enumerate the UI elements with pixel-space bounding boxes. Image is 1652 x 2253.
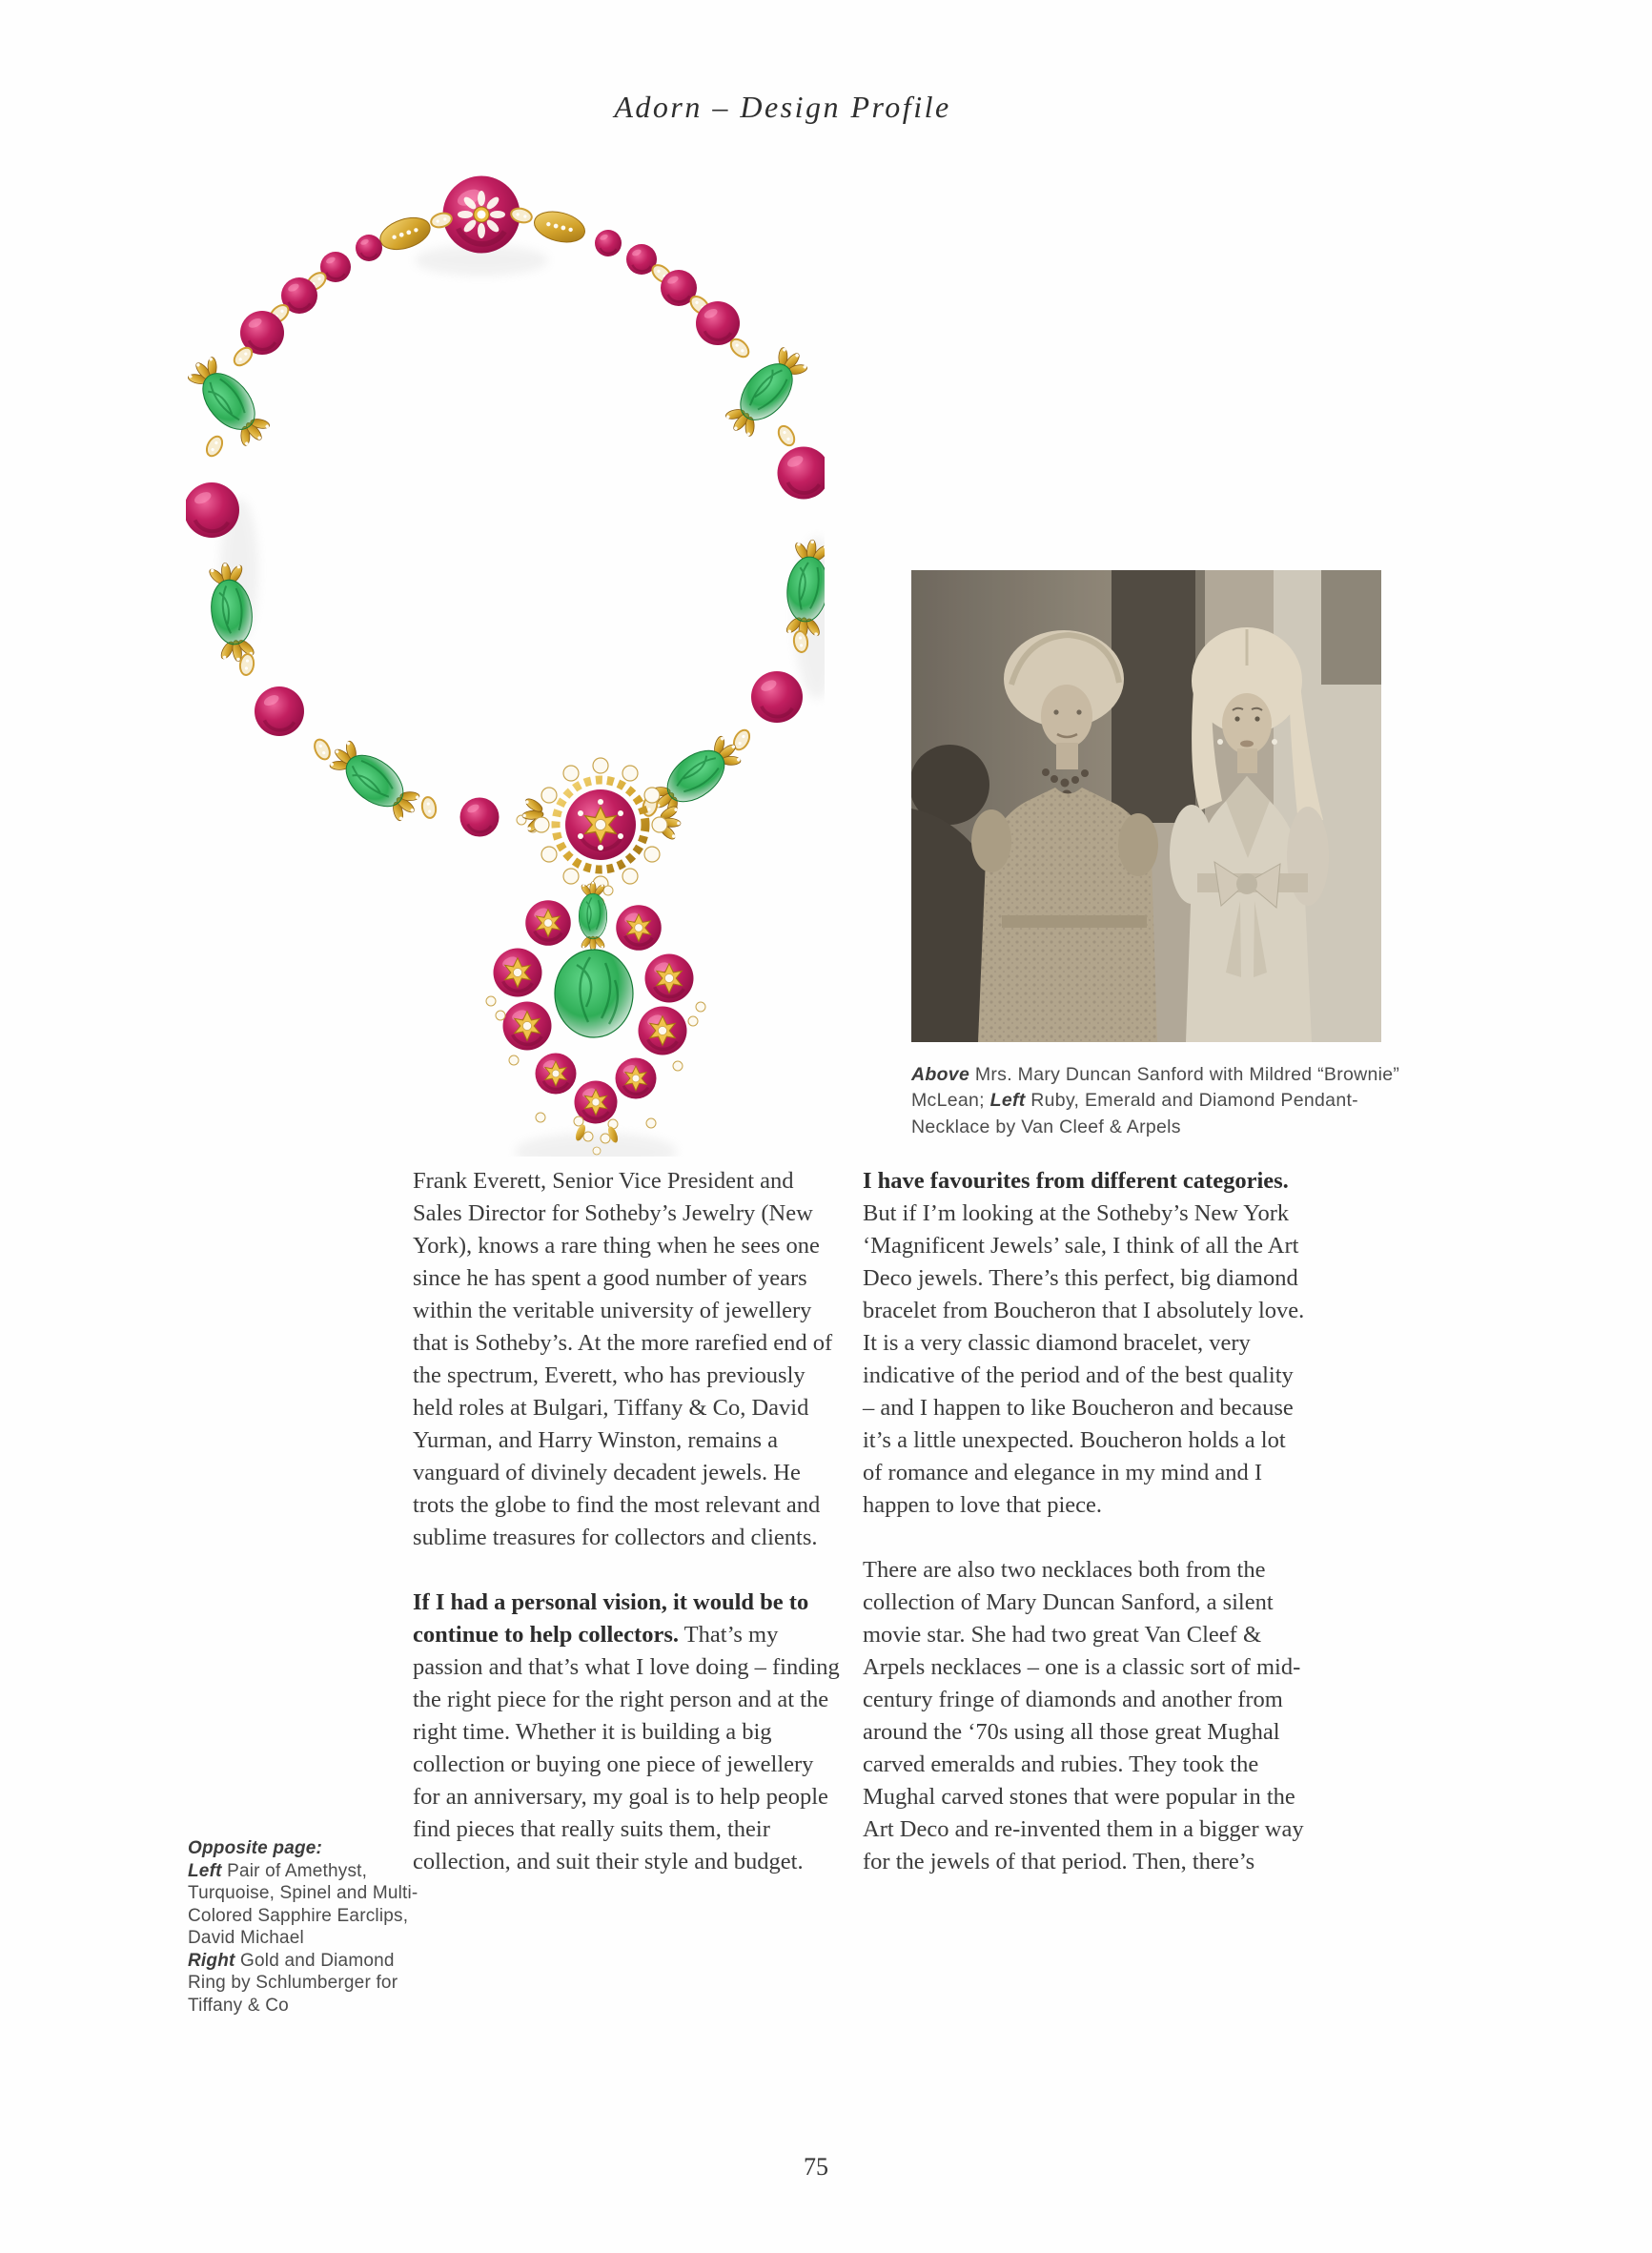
caption-above-label: Above <box>911 1063 970 1085</box>
article-column-2 <box>863 1165 1305 1911</box>
article-column-1 <box>413 1165 844 1911</box>
caption-left-label: Left <box>188 1860 222 1881</box>
necklace-center-cluster <box>534 758 667 891</box>
paragraph-lead: If I had a personal vision, it would be to continue to help collectors. <box>413 1589 809 1648</box>
necklace-strand <box>186 176 825 843</box>
necklace-pendant <box>486 882 705 1155</box>
paragraph-text: Frank Everett, Senior Vice President and Sales Director for Sotheby’s Jewelry (New York), knows a rare thing when he sees one since he has spent a good number of years within the veritable university of jewellery that is Sotheby’s. At the more rarefied end of the spectrum, Everett, who has previously held roles at Bulgari, Tiffany & Co, David Yurman, and Harry Winston, remains a vanguard of divinely decadent jewels. He trots the globe to find the most relevant and sublime treasures for collectors and clients. <box>413 1168 833 1550</box>
caption-heading-line <box>188 1837 418 1860</box>
page-number: 75 <box>804 2153 828 2181</box>
page-title: Adorn – Design Profile <box>614 90 951 124</box>
event-photo-illustration <box>911 570 1381 1042</box>
paragraph-text: But if I’m looking at the Sotheby’s New York ‘Magnificent Jewels’ sale, I think of all the Art Deco jewels. There’s this perfect, big diamond bracelet from Boucheron that I absolutely love. It is a very classic diamond bracelet, very indicative of the period and of the best quality – and I happen to like Boucheron and because it’s a little unexpected. Boucheron holds a lot of romance and elegance in my mind and I happen to love that piece. <box>863 1200 1305 1518</box>
paragraph-text: That’s my passion and that’s what I love doing – finding the right piece for the right person and at the right time. Whether it is building a big collection or buying one piece of jewellery for an anniversary, my goal is to help people find pieces that really suits them, their collection, and suit their style and budget. <box>413 1622 840 1874</box>
event-photo <box>911 570 1381 1042</box>
caption-above-text: Mrs. Mary Duncan Sanford with Mildred “Brownie” McLean; <box>911 1063 1400 1111</box>
paragraph <box>413 1587 844 1878</box>
caption-right-label: Right <box>188 1950 235 1971</box>
caption-heading: Opposite page: <box>188 1838 323 1858</box>
paragraph <box>863 1165 1305 1522</box>
photo-caption <box>911 1062 1409 1141</box>
opposite-page-caption <box>188 1837 418 2017</box>
paragraph-lead: I have favourites from different categories. <box>863 1168 1289 1194</box>
paragraph <box>413 1165 844 1554</box>
caption-left-label: Left <box>989 1090 1026 1111</box>
caption-right-entry <box>188 1950 418 2017</box>
necklace-photo <box>186 160 825 1157</box>
paragraph <box>863 1554 1305 1878</box>
caption-left-entry <box>188 1860 418 1950</box>
necklace-illustration <box>186 160 825 1157</box>
caption-left-text: Ruby, Emerald and Diamond Pendant-Necklace by Van Cleef & Arpels <box>911 1090 1358 1137</box>
caption-left-text: Pair of Amethyst, Turquoise, Spinel and Multi-Colored Sapphire Earclips, David Michael <box>188 1860 418 1948</box>
paragraph-text: There are also two necklaces both from the collection of Mary Duncan Sanford, a silent movie star. She had two great Van Cleef & Arpels necklaces – one is a classic sort of mid-century fringe of diamonds and another from around the ‘70s using all those great Mughal carved emeralds and rubies. They took the Mughal carved stones that were popular in the Art Deco and re-invented them in a bigger way for the jewels of that period. Then, there’s <box>863 1557 1304 1874</box>
caption-right-text: Gold and Diamond Ring by Schlumberger for Tiffany & Co <box>188 1950 398 2016</box>
